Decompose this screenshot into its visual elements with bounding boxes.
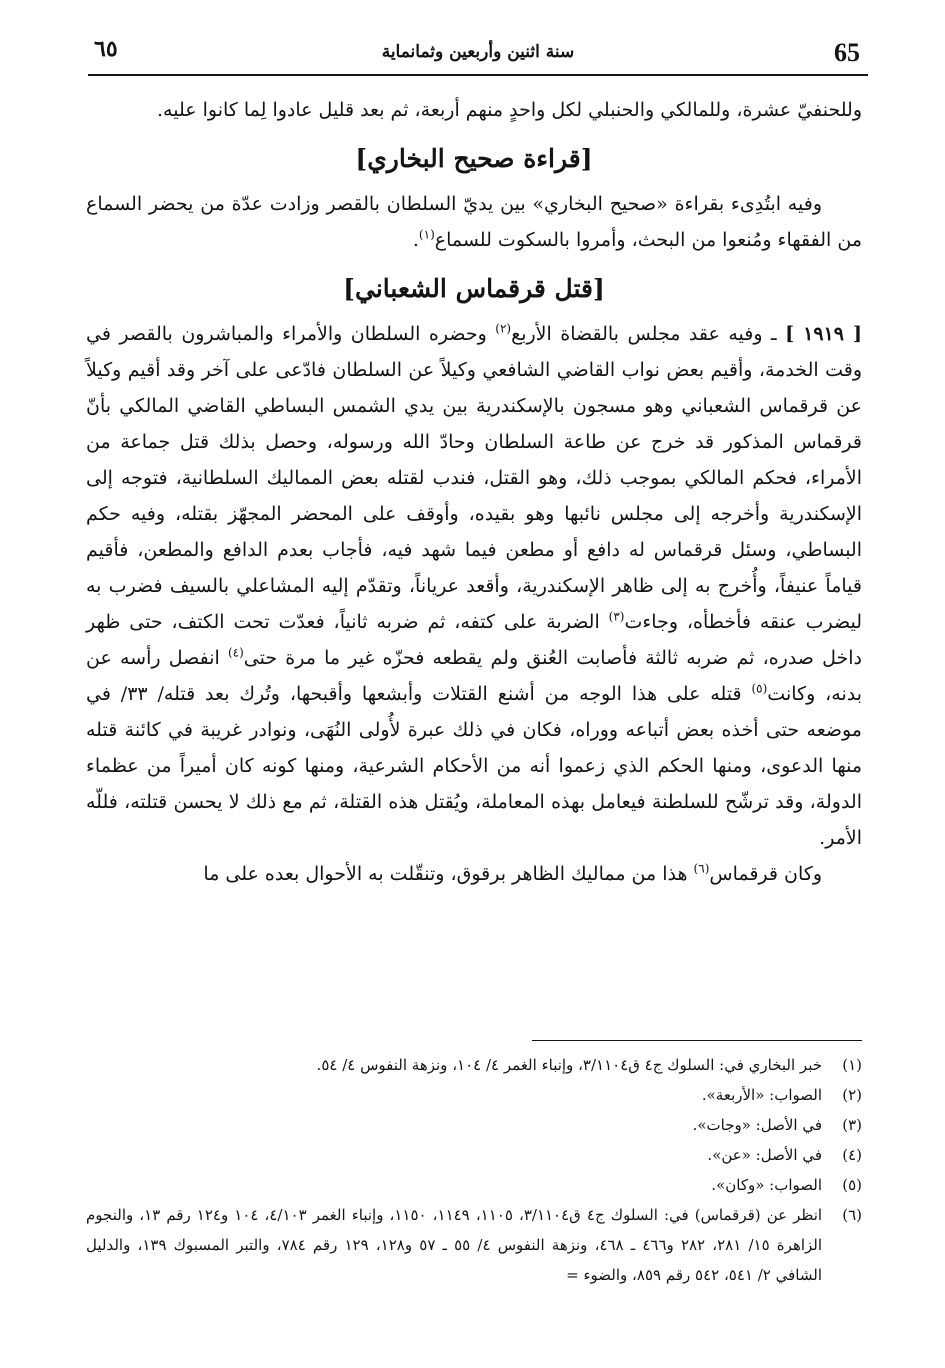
footnote-marker: (٢) <box>495 321 512 336</box>
footnote <box>86 1140 862 1170</box>
footnote-text: في الأصل: «وجات». <box>692 1116 822 1134</box>
paragraph-text: ـ وفيه عقد مجلس بالقضاة الأربع <box>511 323 786 345</box>
footnote-number: (٣) <box>842 1116 862 1134</box>
paragraph-end: . <box>412 229 419 251</box>
footnote-text: الصواب: «وكان». <box>711 1176 822 1194</box>
footnote-number: (٢) <box>842 1086 862 1104</box>
footnote <box>86 1110 862 1140</box>
footnote-number: (٦) <box>842 1206 862 1224</box>
footnote-marker: (٥) <box>751 681 768 696</box>
footnote <box>86 1170 862 1200</box>
paragraph-text: قتله على هذا الوجه من أشنع القتلات وأبشعها وأقبحها، وتُرك بعد قتله/ ٣٣/ في موضعه حتى أخذه بعض أتباعه ووراه، فكان في ذلك عبرة لأُولى النُهَى، ونوادر غريبة في كائنة قتله منها الدعوى، ومنها الحكم الذي زعموا أنه من الأحكام الشرعية، ومنها كونه كان أميراً من عظماء الدولة، وقد ترشّح للسلطنة فيعامل بهذه المعاملة، ويُقتل هذه القتلة، ثم مع ذلك لا يحسن قتلته، فللّه الأمر. <box>86 683 862 849</box>
footnotes <box>86 1050 862 1290</box>
footnote-marker: (٤) <box>227 645 244 660</box>
paragraph-text: وحضره السلطان والأمراء والمباشرون بالقصر في وقت الخدمة، وأقيم بعض نواب القاضي الشافعي وكيلاً عن السلطان فادّعى على آخر وقد أقيم وكيلاً عن قرقماس الشعباني وهو مسجون بالإسكندرية بين يدي الشمس البساطي القاضي المالكي بأنّ قرقماس المذكور قد خرج عن طاعة السلطان وحادّ الله ورسوله، وحصل بذلك قتل جماعة من الأمراء، فحكم المالكي بموجب ذلك، وهو القتل، فندب لقتله بعض المماليك السلطانية، فتوجه إلى الإسكندرية وأخرجه إلى مجلس نائبها وهو بقيده، وأوقف على المحضر المجهّز بقتله، وفيه حكم البساطي، وسئل قرقماس له دافع أو مطعن فيما شهد فيه، فأجاب بعدم الدافع والمطعن، فأقيم قياماً عنيفاً، وأُخرج به إلى ظاهر الإسكندرية، وأقعد عرياناً، وتقدّم إليه المشاعلي بالسيف فضرب به ليضرب عنقه فأخطأه، وجاءت <box>86 323 862 633</box>
paragraph-text: وفيه ابتُدِىء بقراءة «صحيح البخاري» بين يديّ السلطان بالقصر وزادت عدّة من يحضر السماع من الفقهاء ومُنعوا من البحث، وأمروا بالسكوت للسماع <box>86 193 862 251</box>
header-divider <box>88 74 868 76</box>
paragraph-qurqumas-origin <box>86 856 862 892</box>
footnote-marker: (١) <box>418 227 435 242</box>
running-title: سنة اثنين وأربعين وثمانماية <box>381 42 575 62</box>
footnote-number: (٤) <box>842 1146 862 1164</box>
footnote-number: (١) <box>842 1056 862 1074</box>
footnote-number: (٥) <box>842 1176 862 1194</box>
page-number-latin: 65 <box>834 38 860 67</box>
paragraph-text: الضربة على كتفه، ثم ضربه ثانياً، فعدّت تحت الكتف، حتى ظهر داخل صدره، ثم ضربه ثالثة فأصابت العُنق ولم يقطعه فحزّه غير ما مرة حتى <box>86 611 862 669</box>
paragraph-text: هذا من مماليك الظاهر برقوق، وتنقّلت به الأحوال بعده على ما <box>203 863 694 885</box>
paragraph-qurqumas <box>86 316 862 856</box>
footnote-text: خبر البخاري في: السلوك ج٤ ق٣/١١٠٤، وإنباء الغمر ٤/ ١٠٤، ونزهة النفوس ٤/ ٥٤. <box>316 1056 822 1074</box>
entry-number: [ ١٩١٩ ] <box>785 323 863 345</box>
paragraph-text: انفصل رأسه عن بدنه، وكانت <box>86 647 862 705</box>
footnote-text: الصواب: «الأربعة». <box>701 1086 822 1104</box>
footnote-marker: (٦) <box>693 861 710 876</box>
footnote <box>86 1200 862 1290</box>
section-heading-qurqumas: [قتل قرقماس الشعباني] <box>343 274 605 303</box>
footnote <box>86 1080 862 1110</box>
footnote <box>86 1050 862 1080</box>
footnote-divider <box>532 1040 862 1041</box>
main-text <box>86 92 862 892</box>
paragraph-continuation: وللحنفيّ عشرة، وللمالكي والحنبلي لكل واحدٍ منهم أربعة، ثم بعد قليل عادوا لِما كانوا عليه. <box>156 99 862 121</box>
paragraph-bukhari <box>86 186 862 258</box>
paragraph-text: وكان قرقماس <box>709 863 822 885</box>
footnote-marker: (٣) <box>608 609 625 624</box>
page-number-arabic: ٦٥ <box>94 36 118 62</box>
footnote-text: انظر عن (قرقماس) في: السلوك ج٤ ق٣/١١٠٤، ١١٠٥، ١١٤٩، ١١٥٠، وإنباء الغمر ٤/١٠٣، ١٠٤ و١٢٤ رقم ١٣، والنجوم الزاهرة ١٥/ ٢٨١، ٢٨٢ و٤٦٦ ـ ٤٦٨، ونزهة النفوس ٤/ ٥٥ ـ ٥٧ و١٢٨، ١٢٩ رقم ٧٨٤، والتبر المسبوك ١٣٩، والدليل الشافي ٢/ ٥٤١، ٥٤٢ رقم ٨٥٩، والضوء = <box>86 1206 823 1284</box>
section-heading-bukhari: [قراءة صحيح البخاري] <box>355 144 593 173</box>
footnote-text: في الأصل: «عن». <box>707 1146 822 1164</box>
page-header <box>88 36 868 72</box>
